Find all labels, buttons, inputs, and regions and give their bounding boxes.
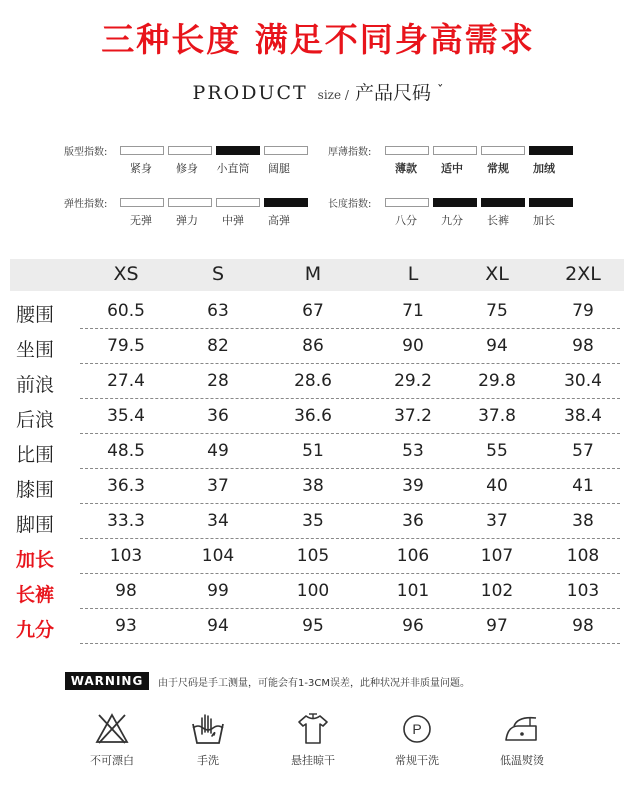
table-cell: 108 — [566, 546, 600, 566]
table-cell: 93 — [115, 616, 137, 636]
table-cell: 30.4 — [564, 371, 602, 391]
table-cell: 79 — [572, 301, 594, 321]
care-label: 不可漂白 — [90, 754, 134, 767]
elasticity-option: 中弹 — [222, 214, 244, 227]
elasticity-bar-seg — [120, 198, 164, 207]
headline: 三种长度 满足不同身高需求 — [101, 20, 535, 59]
row-label: 脚围 — [16, 514, 55, 536]
size-header-2xl: 2XL — [565, 263, 601, 285]
row-label: 后浪 — [16, 409, 55, 431]
fit-bar-seg-selected — [216, 146, 260, 155]
elasticity-index-label: 弹性指数: — [64, 199, 108, 210]
fit-option: 修身 — [176, 162, 198, 175]
table-cell: 29.2 — [394, 371, 432, 391]
table-cell: 96 — [402, 616, 424, 636]
thickness-index-label: 厚薄指数: — [328, 147, 372, 158]
thickness-option: 加绒 — [533, 162, 555, 175]
thickness-option: 适中 — [441, 162, 463, 175]
table-cell: 28 — [207, 371, 229, 391]
length-bar-seg-selected — [433, 198, 477, 207]
table-cell: 107 — [480, 546, 514, 566]
table-cell: 63 — [207, 301, 229, 321]
row-divider — [80, 538, 620, 539]
table-cell: 48.5 — [107, 441, 145, 461]
length-index-options — [383, 212, 567, 228]
table-cell: 94 — [207, 616, 229, 636]
table-cell: 35 — [302, 511, 324, 531]
table-cell: 71 — [402, 301, 424, 321]
table-cell: 40 — [486, 476, 508, 496]
table-cell: 90 — [402, 336, 424, 356]
size-header-xl: XL — [485, 263, 509, 285]
length-index-label: 长度指数: — [328, 199, 372, 210]
row-label: 比围 — [16, 444, 55, 466]
table-cell: 99 — [207, 581, 229, 601]
table-cell: 36 — [207, 406, 229, 426]
product-title — [0, 78, 636, 105]
table-cell: 105 — [296, 546, 330, 566]
table-row — [10, 296, 624, 330]
table-row — [10, 576, 624, 610]
length-bar-seg — [385, 198, 429, 207]
no-bleach-icon — [94, 712, 130, 746]
table-cell: 106 — [396, 546, 430, 566]
thickness-bar-seg — [385, 146, 429, 155]
table-cell: 38 — [572, 511, 594, 531]
table-cell: 41 — [572, 476, 594, 496]
length-bar-seg-selected — [529, 198, 573, 207]
table-cell: 67 — [302, 301, 324, 321]
table-cell: 60.5 — [107, 301, 145, 321]
fit-bar-seg — [120, 146, 164, 155]
table-cell: 101 — [396, 581, 430, 601]
fit-bar-seg — [264, 146, 308, 155]
row-divider — [80, 433, 620, 434]
table-cell: 55 — [486, 441, 508, 461]
table-cell: 36.6 — [294, 406, 332, 426]
row-divider — [80, 503, 620, 504]
thickness-bar-seg — [433, 146, 477, 155]
care-hang-dry — [268, 712, 358, 768]
table-cell: 37.2 — [394, 406, 432, 426]
row-label: 坐围 — [16, 339, 55, 361]
row-label: 前浪 — [16, 374, 55, 396]
table-cell: 37.8 — [478, 406, 516, 426]
table-cell: 86 — [302, 336, 324, 356]
length-option: 长裤 — [487, 214, 509, 227]
table-cell: 28.6 — [294, 371, 332, 391]
table-cell: 27.4 — [107, 371, 145, 391]
care-label: 低温熨烫 — [500, 754, 544, 767]
table-cell: 37 — [486, 511, 508, 531]
elasticity-option: 高弹 — [268, 214, 290, 227]
row-divider — [80, 608, 620, 609]
thickness-option: 常规 — [487, 162, 509, 175]
care-label: 悬挂晾干 — [291, 754, 335, 767]
care-label: 手洗 — [197, 754, 219, 767]
table-cell: 36.3 — [107, 476, 145, 496]
table-cell: 33.3 — [107, 511, 145, 531]
table-cell: 98 — [572, 616, 594, 636]
fit-index-options — [118, 160, 302, 176]
table-cell: 104 — [201, 546, 235, 566]
care-low-iron — [477, 712, 567, 768]
table-cell: 100 — [296, 581, 330, 601]
length-option: 加长 — [533, 214, 555, 227]
product-title-cn: 产品尺码 — [354, 82, 431, 104]
table-cell: 49 — [207, 441, 229, 461]
row-label: 腰围 — [16, 304, 55, 326]
table-cell: 98 — [572, 336, 594, 356]
product-title-en: PRODUCT — [192, 82, 308, 104]
elasticity-bar-seg — [168, 198, 212, 207]
table-cell: 36 — [402, 511, 424, 531]
length-index-bar — [385, 198, 577, 207]
dry-clean-icon — [399, 712, 435, 746]
table-cell: 34 — [207, 511, 229, 531]
size-header-s: S — [211, 263, 225, 285]
row-label: 加长 — [16, 549, 55, 571]
hang-dry-icon — [295, 712, 331, 746]
row-divider — [80, 573, 620, 574]
thickness-bar-seg — [481, 146, 525, 155]
table-cell: 38 — [302, 476, 324, 496]
row-label: 九分 — [16, 619, 55, 641]
elasticity-index-bar — [120, 198, 312, 207]
fit-bar-seg — [168, 146, 212, 155]
table-row — [10, 471, 624, 505]
row-divider — [80, 643, 620, 644]
table-cell: 39 — [402, 476, 424, 496]
table-cell: 38.4 — [564, 406, 602, 426]
row-divider — [80, 398, 620, 399]
table-cell: 53 — [402, 441, 424, 461]
elasticity-option: 无弹 — [130, 214, 152, 227]
row-label: 膝围 — [16, 479, 55, 501]
row-divider — [80, 363, 620, 364]
warning-badge: WARNING — [65, 672, 149, 690]
table-row — [10, 541, 624, 575]
warning-text: 由于尺码是手工测量，可能会有1-3CM误差，此种状况并非质量问题。 — [158, 678, 470, 689]
table-cell: 29.8 — [478, 371, 516, 391]
table-row — [10, 506, 624, 540]
row-divider — [80, 328, 620, 329]
size-header-xs: XS — [113, 263, 139, 285]
table-cell: 98 — [115, 581, 137, 601]
fit-option: 小直筒 — [216, 162, 250, 175]
length-bar-seg-selected — [481, 198, 525, 207]
table-cell: 37 — [207, 476, 229, 496]
table-cell: 94 — [486, 336, 508, 356]
length-option: 八分 — [395, 214, 417, 227]
length-option: 九分 — [441, 214, 463, 227]
table-cell: 35.4 — [107, 406, 145, 426]
svg-text:P: P — [412, 721, 422, 737]
fit-option: 阔腿 — [268, 162, 290, 175]
table-cell: 82 — [207, 336, 229, 356]
table-cell: 79.5 — [107, 336, 145, 356]
table-cell: 57 — [572, 441, 594, 461]
table-cell: 97 — [486, 616, 508, 636]
chevron-down-icon: ˇ — [436, 84, 444, 99]
low-iron-icon — [502, 712, 542, 746]
thickness-bar-seg-selected — [529, 146, 573, 155]
product-title-size: size / — [317, 88, 349, 102]
thickness-index-options — [383, 160, 567, 176]
row-divider — [80, 468, 620, 469]
elasticity-bar-seg-selected — [264, 198, 308, 207]
elasticity-option: 弹力 — [176, 214, 198, 227]
thickness-index-bar — [385, 146, 577, 155]
care-no-bleach — [67, 712, 157, 768]
table-cell: 95 — [302, 616, 324, 636]
fit-option: 紧身 — [130, 162, 152, 175]
hand-wash-icon — [190, 712, 226, 746]
table-cell: 103 — [566, 581, 600, 601]
size-header-m: M — [304, 263, 322, 285]
table-row — [10, 366, 624, 400]
size-header-l: L — [407, 263, 419, 285]
table-cell: 75 — [486, 301, 508, 321]
row-label: 长裤 — [16, 584, 55, 606]
elasticity-index-options — [118, 212, 302, 228]
table-cell: 102 — [480, 581, 514, 601]
care-label: 常规干洗 — [395, 754, 439, 767]
table-row — [10, 436, 624, 470]
care-dry-clean — [372, 712, 462, 768]
elasticity-bar-seg — [216, 198, 260, 207]
table-row — [10, 401, 624, 435]
care-hand-wash — [163, 712, 253, 768]
size-table-header — [10, 259, 624, 291]
fit-index-bar — [120, 146, 312, 155]
thickness-option: 薄款 — [395, 162, 417, 175]
table-cell: 103 — [109, 546, 143, 566]
table-row — [10, 331, 624, 365]
table-row — [10, 611, 624, 645]
table-cell: 51 — [302, 441, 324, 461]
fit-index-label: 版型指数: — [64, 147, 108, 158]
